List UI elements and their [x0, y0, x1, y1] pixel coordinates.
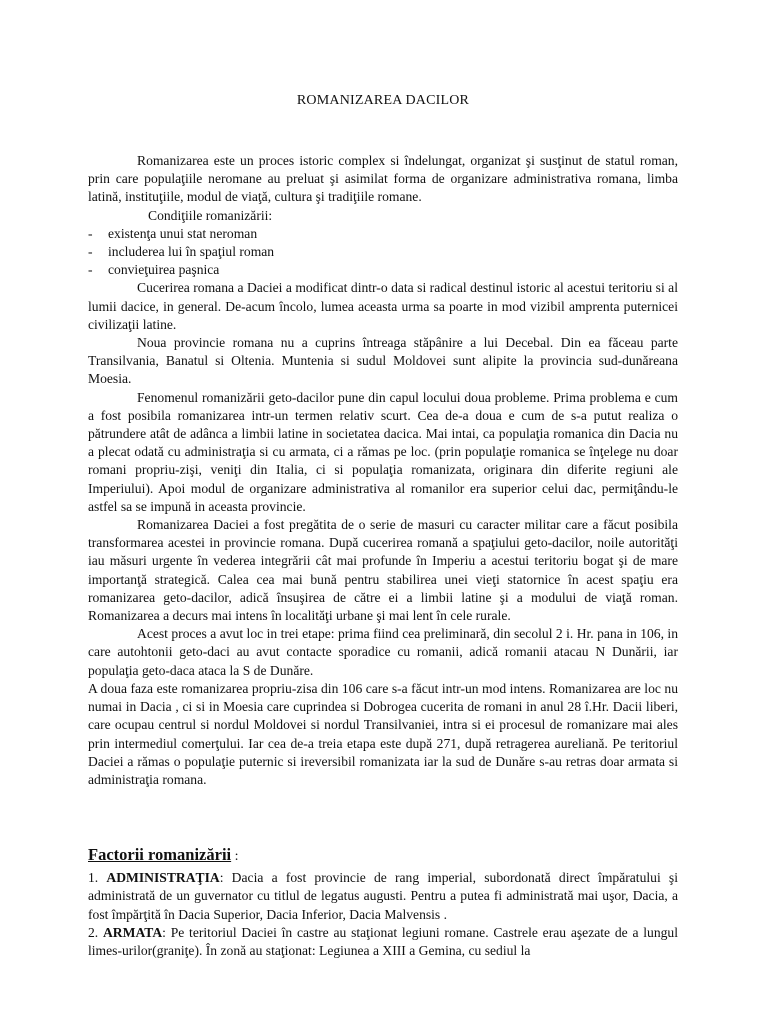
factor-label: ADMINISTRAŢIA — [106, 870, 220, 886]
conditions-heading: Condiţiile romanizării: — [148, 207, 273, 223]
paragraph-noua-provincie: Noua provincie romana nu a cuprins întreaga stăpânire a lui Decebal. Din ea făceau parte Transilvania, Banatul si Oltenia. Muntenia si sudul Moldovei sunt alipite la provincia sud-dunăreana Moesia. — [88, 335, 678, 387]
document-page — [88, 0, 678, 1024]
paragraph-a-doua-faza: A doua faza este romanizarea propriu-zisa din 106 care s-a făcut intr-un mod intens. Romanizarea are loc nu numai in Dacia , ci si in Moesia care cuprindea si Dobrogea cucerita de romani in anul 28 î.Hr. Dacii liberi, care ocupau centrul si nordul Moldovei si nordul Transilvaniei, intra si ei procesul de romanizare mai ales prin intermediul comerţului. Iar cea de-a treia etapa este după 271, după retragerea aureliană. Pe teritoriul Daciei a rămas o populaţie puternic si ireversibil romanizata iar la sud de Dunăre s-au retras doar armata si administraţia romana. — [88, 680, 678, 787]
paragraph-pregatire: Romanizarea Daciei a fost pregătita de o serie de masuri cu caracter militar care a făcut posibila transformarea acestei in provincie romana. După cucerirea romană a spaţiului geto-dacilor, noile autorităţi iau măsuri urgente în vederea integrării cât mai profunde în Imperiu a acestui teritoriu bogat şi de mare importanţă strategică. Calea cea mai bună pentru stabilirea unei vieţi statornice în acest spaţiu era romanizarea geto-dacilor, adică însuşirea de către ei a limbii latine şi a modului de viaţă roman. Romanizarea a decurs mai intens în localităţi urbane şi mai lent în cele rurale. — [88, 517, 678, 624]
factor-item-administratia: 1. ADMINISTRAŢIA: Dacia a fost provincie de rang imperial, subordonată direct împăratului şi administrată de un guvernator cu titlul de legatus augusti. Pentru a putea fi administrată mai uşor, Dacia, a fost împărţită în Dacia Superior, Dacia Inferior, Dacia Malvensis . — [88, 870, 678, 922]
factor-item-armata: 2. ARMATA: Pe teritoriul Daciei în castre au staţionat legiuni romane. Castrele erau aşezate de a lungul limes-urilor(graniţe). În zonă au staţionat: Legiunea a XIII a Gemina, cu sediul la — [88, 924, 679, 959]
paragraph-etape: Acest proces a avut loc in trei etape: prima fiind cea preliminară, din secolul 2 i. Hr. pana in 106, in care autohtonii geto-daci au avut contacte sporadice cu romanii, adică romanii atacau N Dunării, iar populaţia geto-daca ataca la S de Dunăre. — [88, 626, 678, 678]
factori-section — [88, 846, 678, 960]
paragraph-cucerirea: Cucerirea romana a Daciei a modificat dintr-o data si radical destinul istoric al acestui teritoriu si al lumii dacice, in general. De-acum încolo, lumea aceasta urma sa poarte in mod vizibil amprenta puternicei civilizaţii latine. — [88, 280, 678, 332]
document-title: ROMANIZAREA DACILOR — [296, 93, 470, 108]
factori-heading-line — [88, 846, 678, 866]
condition-item: - includerea lui în spaţiul roman — [88, 244, 275, 260]
condition-item: - convieţuirea paşnica — [88, 262, 220, 278]
intro-paragraph: Romanizarea este un proces istoric complex si îndelungat, organizat şi susţinut de statul roman, prin care populaţiile neromane au preluat şi asimilat forma de organizare administrativa romana, limba latină, instituţiile, modul de viaţă, cultura şi tradiţiile romane. — [88, 153, 678, 205]
condition-item: - existenţa unui stat neroman — [88, 225, 258, 241]
paragraph-fenomenul: Fenomenul romanizării geto-dacilor pune din capul locului doua probleme. Prima problema e cum a fost posibila romanizarea intr-un termen relativ scurt. Cea de-a doua e cum de s-a putut realiza o pătrundere atât de adânca a limbii latine in societatea dacica. Mai intai, ca populaţia romanica din Dacia nu a plecat odată cu administraţia si cu armata, ci a rămas pe loc. (prin populaţie romanica se înţelege nu doar romani propriu-zişi, veniţi din Italia, ci si populaţia romanizata, originara din diferite regiuni ale Imperiului). Apoi modul de organizare administrativa al romanilor era superior celui dac, permiţându-le astfel sa se impună in aceasta provincie. — [88, 389, 678, 514]
factori-heading-suffix: : — [231, 849, 239, 864]
factor-label: ARMATA — [102, 924, 163, 940]
factori-heading: Factorii romanizării — [88, 845, 232, 864]
document-body — [88, 152, 678, 789]
